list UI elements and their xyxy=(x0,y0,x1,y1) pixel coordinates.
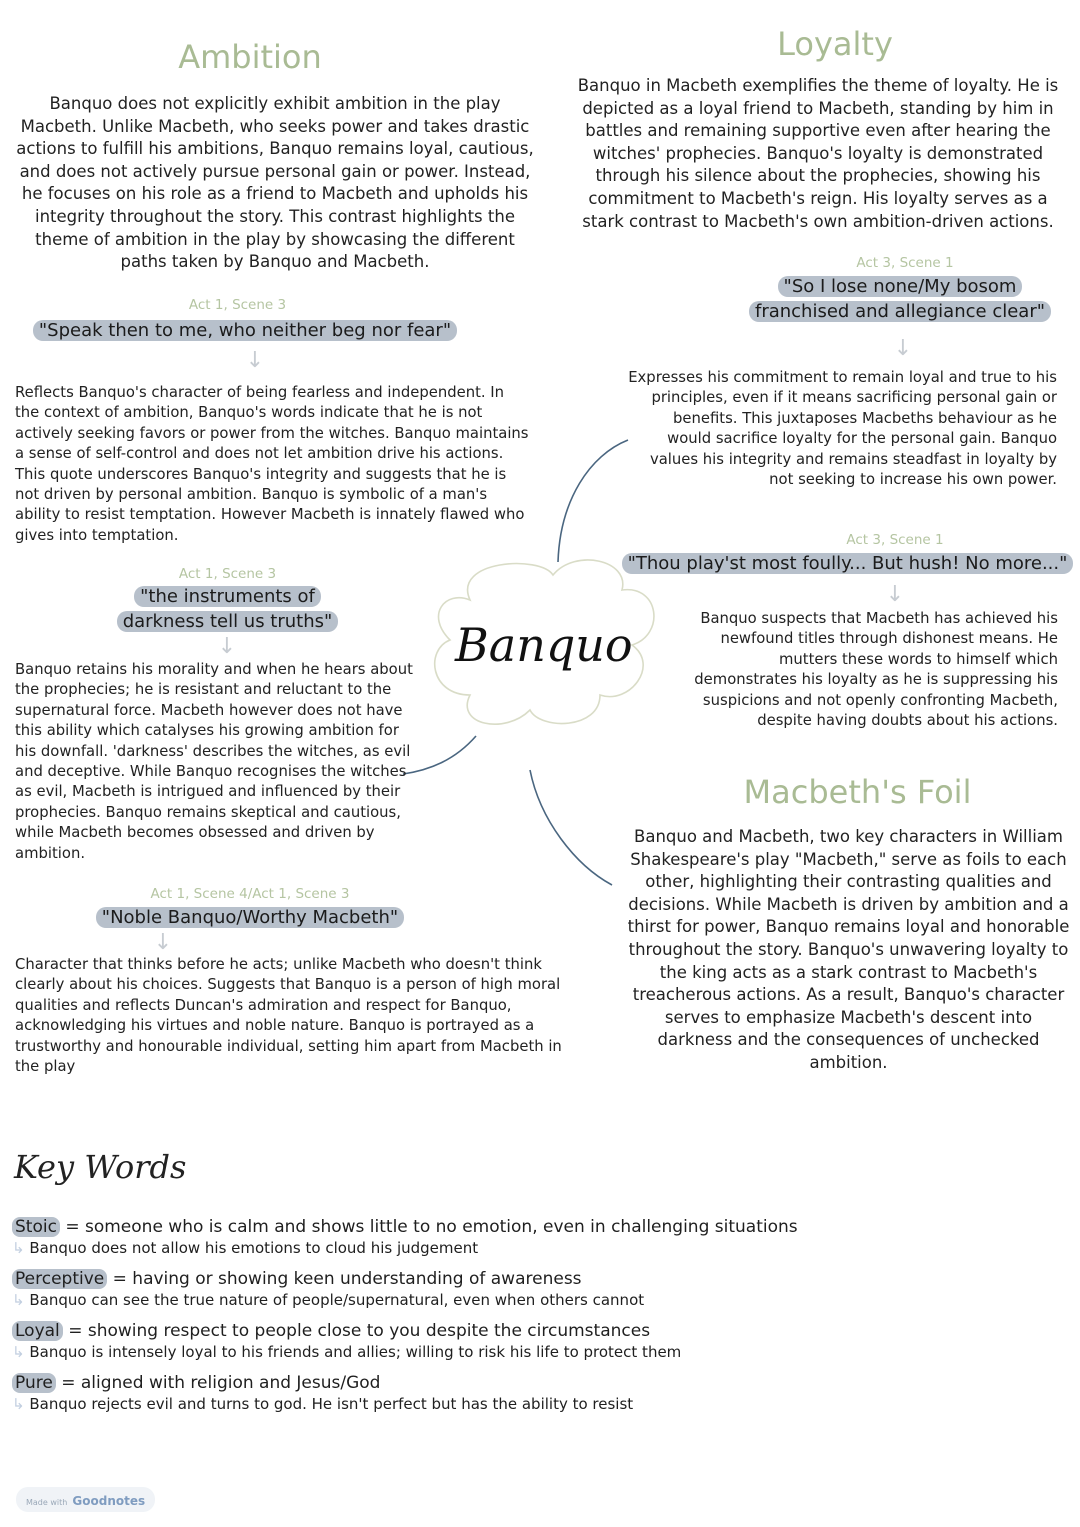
foil-heading: Macbeth's Foil xyxy=(743,773,972,811)
keyword-example: Banquo rejects evil and turns to god. He isn't perfect but has the ability to resist xyxy=(29,1395,634,1413)
keyword-definition: = someone who is calm and shows little to no emotion, even in challenging situations xyxy=(65,1217,798,1237)
keyword-term: Pure xyxy=(12,1373,56,1393)
corner-arrow-icon: ↳ xyxy=(12,1343,25,1361)
noble-analysis: Character that thinks before he acts; unlike Macbeth who doesn't think clearly about his choices. Suggests that Banquo is a person of high moral qualities and reflects Duncan's admiration and respect for Banquo, acknowledging his virtues and noble nature. Banquo is portrayed as a trustworthy and honourable individual, setting him apart from Macbeth in the play xyxy=(15,956,562,1076)
goodnotes-badge xyxy=(16,1487,155,1512)
keyword-example: Banquo can see the true nature of people/supernatural, even when others cannot xyxy=(29,1291,645,1309)
keywords-title: Key Words xyxy=(14,1148,187,1186)
ambition-body: Banquo does not explicitly exhibit ambition in the play Macbeth. Unlike Macbeth, who seeks power and takes drastic actions to fulfill his ambitions, Banquo remains loyal, cautious, and does not actively pursue personal gain or power. Instead, he focuses on his role as a friend to Macbeth and upholds his integrity throughout the story. This contrast highlights the theme of ambition in the play by showcasing the different paths taken by Banquo and Macbeth. xyxy=(16,94,534,272)
loyalty-act: Act 3, Scene 1 xyxy=(856,255,954,271)
keyword-term: Perceptive xyxy=(12,1269,107,1289)
keyword-item-pure xyxy=(12,1372,1062,1424)
keyword-definition: = aligned with religion and Jesus/God xyxy=(61,1373,381,1393)
keyword-item-loyal xyxy=(12,1320,1062,1372)
keyword-item-stoic xyxy=(12,1216,1062,1268)
down-arrow-icon: ↓ xyxy=(245,348,265,373)
darkness-quote: "the instruments of darkness tell us truths" xyxy=(105,584,350,634)
made-with-label: Made with xyxy=(26,1498,68,1507)
brand-label: Goodnotes xyxy=(72,1494,146,1508)
foully-quote: "Thou play'st most foully... But hush! No more..." xyxy=(620,551,1075,576)
keyword-term: Stoic xyxy=(12,1217,60,1237)
ambition-heading: Ambition xyxy=(178,38,322,76)
down-arrow-icon: ↓ xyxy=(217,634,237,659)
darkness-act: Act 1, Scene 3 xyxy=(178,566,277,582)
keyword-example: Banquo is intensely loyal to his friends and allies; willing to risk his life to protect them xyxy=(29,1343,682,1361)
keyword-definition: = showing respect to people close to you despite the circumstances xyxy=(68,1321,651,1341)
keyword-definition: = having or showing keen understanding of awareness xyxy=(112,1269,582,1289)
down-arrow-icon: ↓ xyxy=(893,336,913,361)
connector-foil xyxy=(530,770,612,885)
loyalty-analysis: Expresses his commitment to remain loyal and true to his principles, even if it means sacrificing personal gain or benefits. This juxtaposes Macbeths behaviour as he would sacrifice loyalty for the personal gain. Banquo values his integrity and remains steadfast in loyalty by not seeking to increase his own power. xyxy=(628,369,1057,489)
keyword-example: Banquo does not allow his emotions to cloud his judgement xyxy=(29,1239,479,1257)
loyalty-body: Banquo in Macbeth exemplifies the theme of loyalty. He is depicted as a loyal friend to Macbeth, standing by him in battles and remaining supportive even after hearing the witches' prophecies. Banquo's loyalty is demonstrated through his silence about the prophecies, showing his commitment to Macbeth's reign. His loyalty serves as a stark contrast to Macbeth's own ambition-driven actions. xyxy=(577,76,1059,231)
foully-act: Act 3, Scene 1 xyxy=(846,532,944,548)
corner-arrow-icon: ↳ xyxy=(12,1395,25,1413)
center-title: Banquo xyxy=(455,618,633,672)
loyalty-quote: "So I lose none/My bosom franchised and allegiance clear" xyxy=(735,274,1065,324)
corner-arrow-icon: ↳ xyxy=(12,1291,25,1309)
ambition-act: Act 1, Scene 3 xyxy=(188,297,287,313)
noble-act: Act 1, Scene 4/Act 1, Scene 3 xyxy=(150,886,350,902)
corner-arrow-icon: ↳ xyxy=(12,1239,25,1257)
connector-loyalty xyxy=(558,440,628,562)
darkness-analysis: Banquo retains his morality and when he hears about the prophecies; he is resistant and reluctant to the supernatural force. Macbeth however does not have this ability which catalyses his growing ambition for his downfall. 'darkness' describes the witches, as evil and deceptive. While Banquo recognises the witches as evil, Macbeth is intrigued and influenced by their prophecies. Banquo remains skeptical and cautious, while Macbeth becomes obsessed and driven by ambition. xyxy=(15,661,413,862)
down-arrow-icon: ↓ xyxy=(153,930,173,955)
ambition-analysis: Reflects Banquo's character of being fearless and independent. In the context of ambition, Banquo's words indicate that he is not actively seeking favors or power from the witches. Banquo maintains a sense of self-control and does not let ambition drive his actions. This quote underscores Banquo's integrity and suggests that he is not driven by personal ambition. Banquo is symbolic of a man's ability to resist temptation. However Macbeth is innately flawed who gives into temptation. xyxy=(15,384,529,544)
keyword-item-perceptive xyxy=(12,1268,1062,1320)
foil-body: Banquo and Macbeth, two key characters in William Shakespeare's play "Macbeth," serve as foils to each other, highlighting their contrasting qualities and decisions. While Macbeth is driven by ambition and a thirst for power, Banquo remains loyal and honorable throughout the story. Banquo's unwavering loyalty to the king acts as a stark contrast to Macbeth's treacherous actions. As a result, Banquo's character serves to emphasize Macbeth's descent into darkness and the consequences of unchecked ambition. xyxy=(627,827,1070,1072)
ambition-quote: "Speak then to me, who neither beg nor fear" xyxy=(20,318,470,343)
noble-quote: "Noble Banquo/Worthy Macbeth" xyxy=(90,905,410,930)
loyalty-heading: Loyalty xyxy=(777,25,893,63)
keywords-list xyxy=(12,1216,1062,1424)
foully-analysis: Banquo suspects that Macbeth has achieved his newfound titles through dishonest means. He mutters these words to himself which demonstrates his loyalty as he is suppressing his suspicions and not openly confronting Macbeth, despite having doubts about his actions. xyxy=(694,610,1058,730)
keyword-term: Loyal xyxy=(12,1321,63,1341)
down-arrow-icon: ↓ xyxy=(885,582,905,607)
